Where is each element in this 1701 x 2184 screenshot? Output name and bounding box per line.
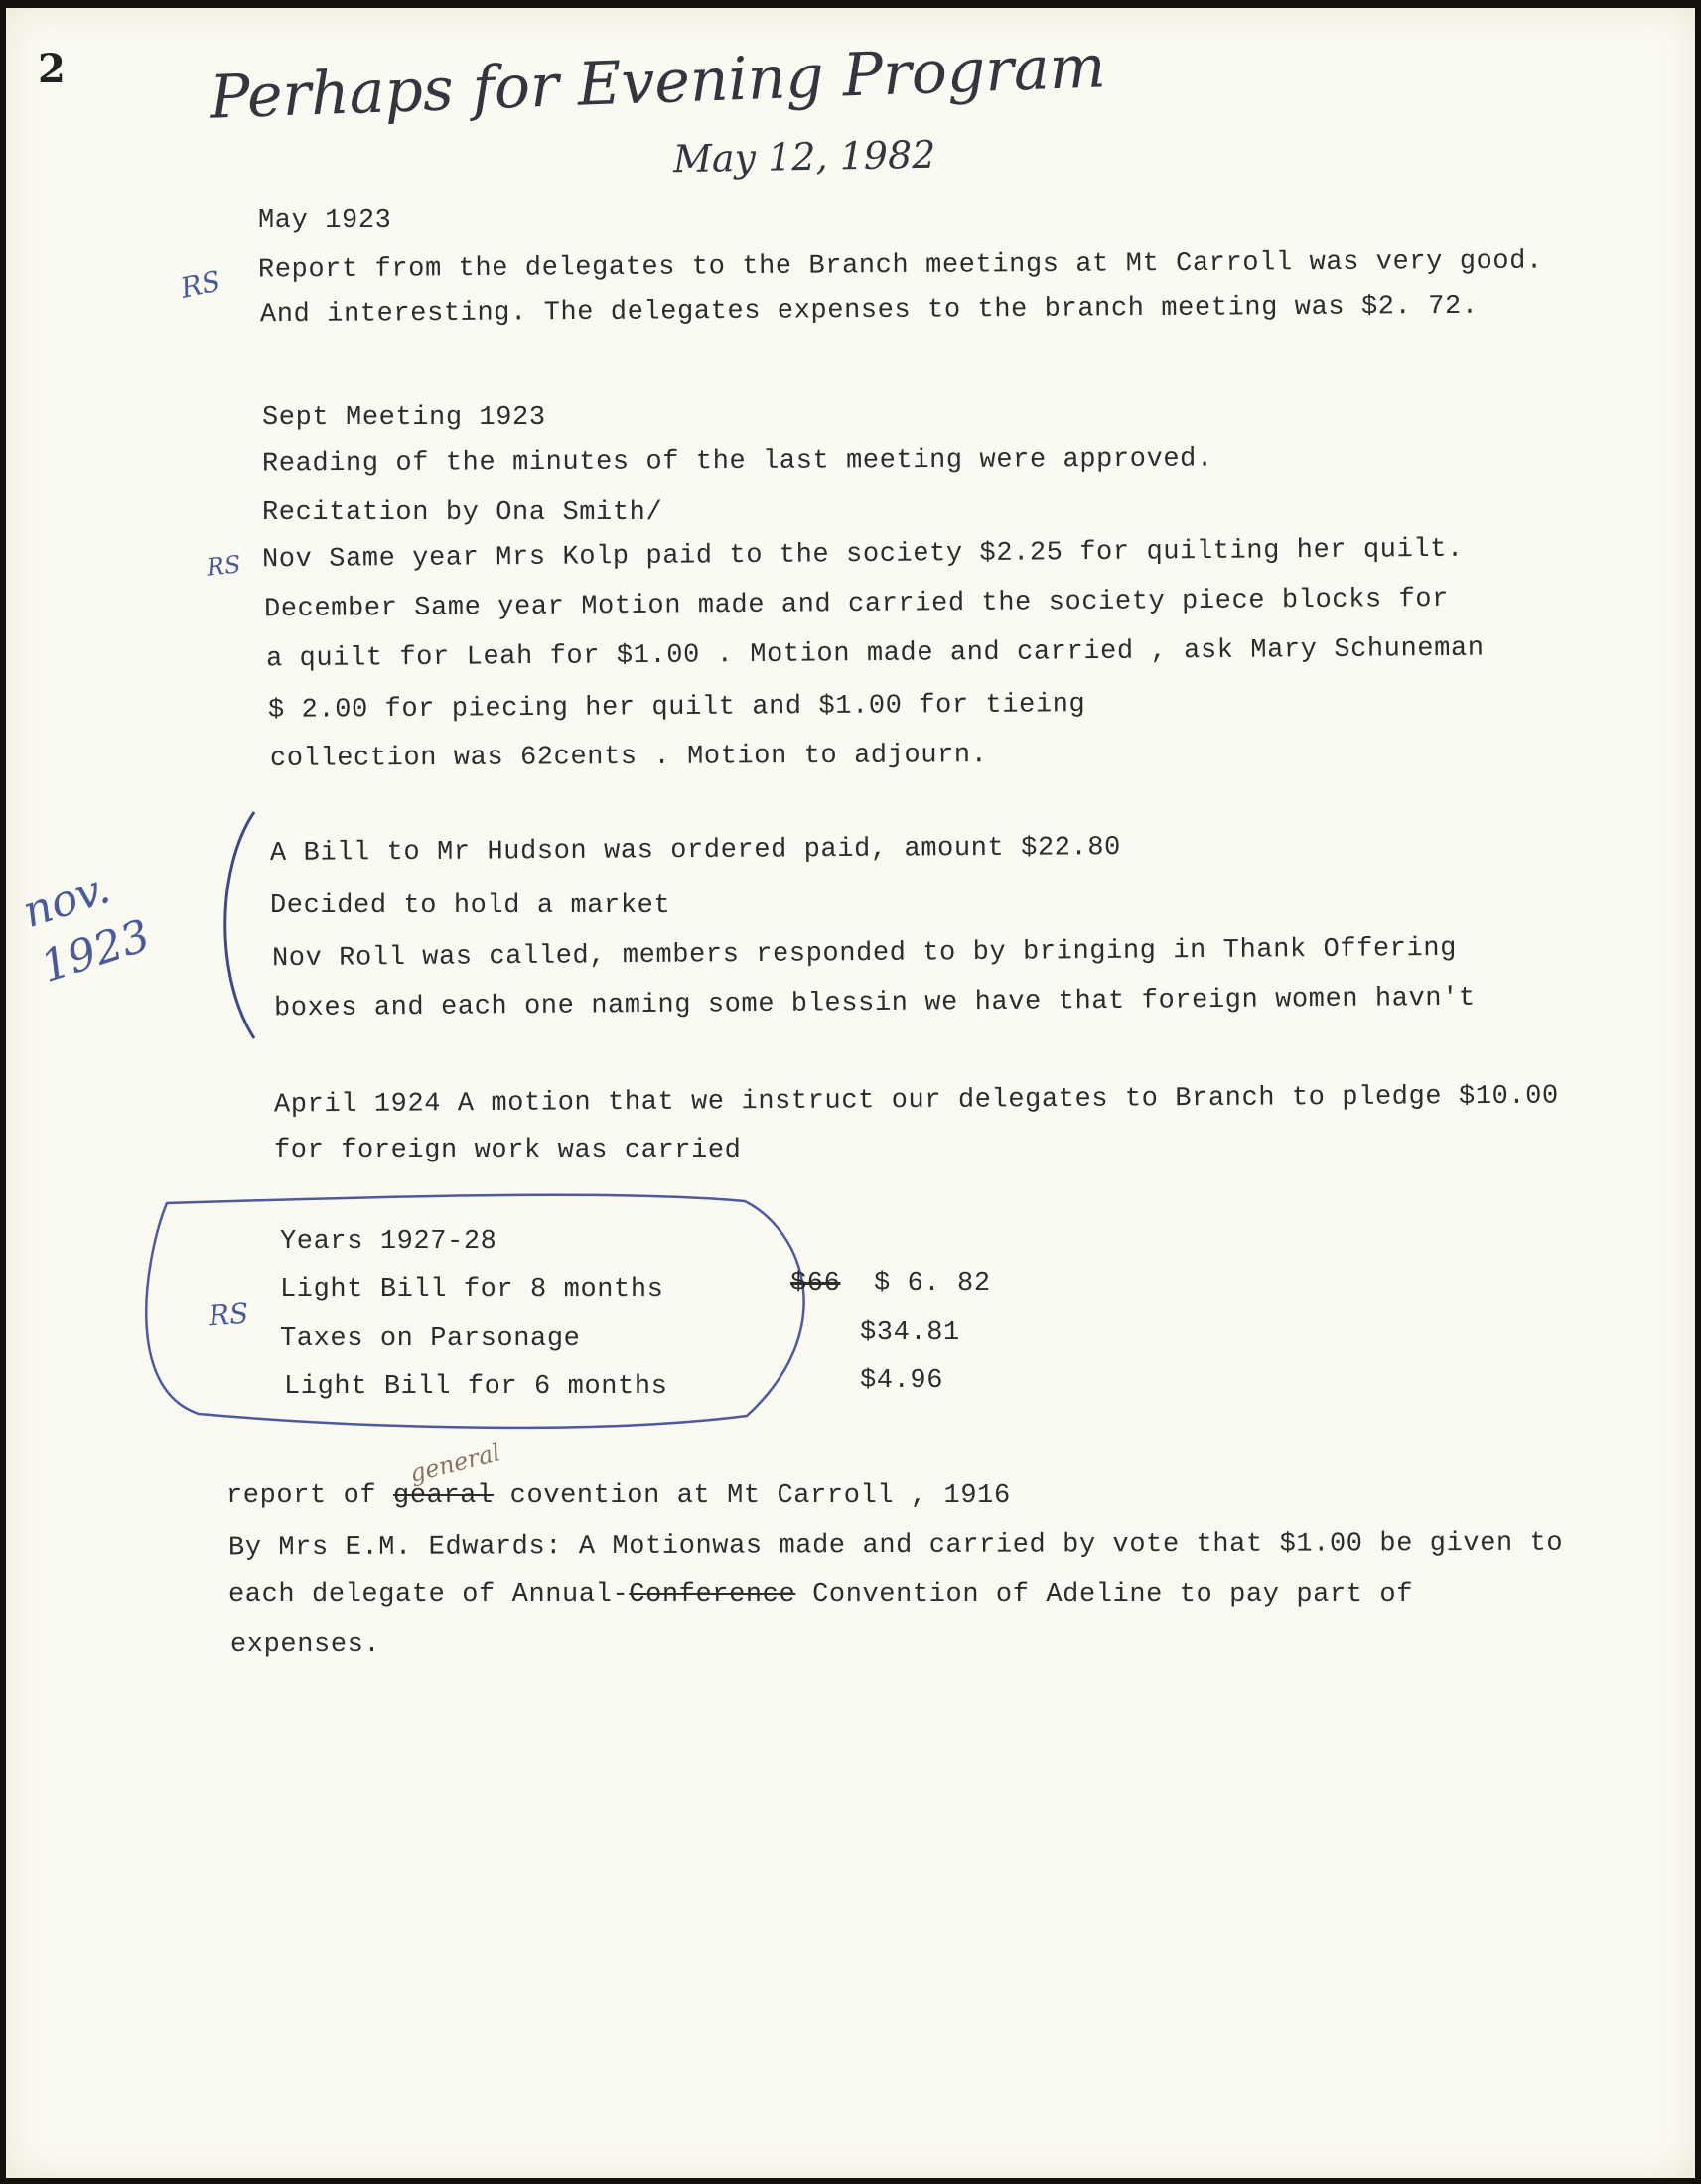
struck-conference: Conference <box>629 1580 796 1610</box>
expense-heading: Years 1927-28 <box>280 1227 497 1257</box>
sept-1923-line-6: $ 2.00 for piecing her quilt and $1.00 for tieing <box>267 690 1086 726</box>
convention-line-3 <box>228 1580 1413 1610</box>
nov-1923-line-2: Decided to hold a market <box>270 891 671 921</box>
margin-note-rs-2: RS <box>205 550 242 582</box>
margin-note-rs-3: RS <box>207 1297 250 1333</box>
convention-line-1 <box>226 1481 1011 1511</box>
expense-struck-amount: $66 <box>790 1269 841 1298</box>
may-1923-line-2: And interesting. The delegates expenses to the branch meeting was $2. 72. <box>259 291 1479 331</box>
expense-label-1: Light Bill for 8 months <box>280 1275 664 1304</box>
convention-line-2: By Mrs E.M. Edwards: A Motionwas made and carried by vote that $1.00 be given to <box>227 1528 1564 1564</box>
sept-1923-line-3: Nov Same year Mrs Kolp paid to the society $2.25 for quilting her quilt. <box>261 534 1464 576</box>
sept-1923-line-7: collection was 62cents . Motion to adjourn. <box>269 741 988 774</box>
expense-amount-1: $ 6. 82 <box>874 1269 991 1298</box>
convention-line-3-start: each delegate of Annual- <box>228 1580 630 1610</box>
margin-note-nov-1923: nov. 1923 <box>16 863 157 994</box>
struck-word: gearal <box>393 1481 494 1511</box>
nov-1923-line-1: A Bill to Mr Hudson was ordered paid, amount $22.80 <box>269 833 1122 869</box>
convention-line-3-end: Convention of Adeline to pay part of <box>795 1580 1413 1610</box>
may-1923-heading: May 1923 <box>258 206 392 236</box>
expense-amount-2: $34.81 <box>860 1318 960 1348</box>
april-1924-line-1: April 1924 A motion that we instruct our delegates to Branch to pledge $10.00 <box>273 1081 1559 1121</box>
margin-note-rs-1: RS <box>178 264 224 305</box>
expense-label-2: Taxes on Parsonage <box>280 1324 581 1354</box>
sept-1923-line-1: Reading of the minutes of the last meeting were approved. <box>261 444 1213 479</box>
sept-1923-heading: Sept Meeting 1923 <box>262 403 546 433</box>
may-1923-line-1: Report from the delegates to the Branch meetings at Mt Carroll was very good. <box>257 246 1543 286</box>
convention-line-4: expenses. <box>230 1630 381 1660</box>
handwritten-date: May 12, 1982 <box>672 132 936 182</box>
sept-1923-line-2: Recitation by Ona Smith/ <box>262 498 663 528</box>
april-1924-line-2: for foreign work was carried <box>274 1136 742 1165</box>
handwritten-correction: general <box>406 1438 503 1488</box>
corner-mark: 2 <box>38 46 66 92</box>
expense-amount-3: $4.96 <box>860 1366 944 1396</box>
sept-1923-line-4: December Same year Motion made and carried the society piece blocks for <box>263 584 1450 625</box>
document-page <box>6 8 1695 2178</box>
handwritten-title: Perhaps for Evening Program <box>209 32 1107 133</box>
sept-1923-line-5: a quilt for Leah for $1.00 . Motion made and carried , ask Mary Schuneman <box>265 633 1485 675</box>
nov-1923-line-3: Nov Roll was called, members responded to by bringing in Thank Offering <box>271 933 1458 975</box>
expense-label-3: Light Bill for 6 months <box>284 1372 668 1402</box>
nov-1923-line-4: boxes and each one naming some blessin we have that foreign women havn't <box>273 983 1476 1024</box>
convention-line-1-end: covention at Mt Carroll , 1916 <box>493 1481 1011 1511</box>
convention-line-1-start: report of <box>226 1481 394 1511</box>
